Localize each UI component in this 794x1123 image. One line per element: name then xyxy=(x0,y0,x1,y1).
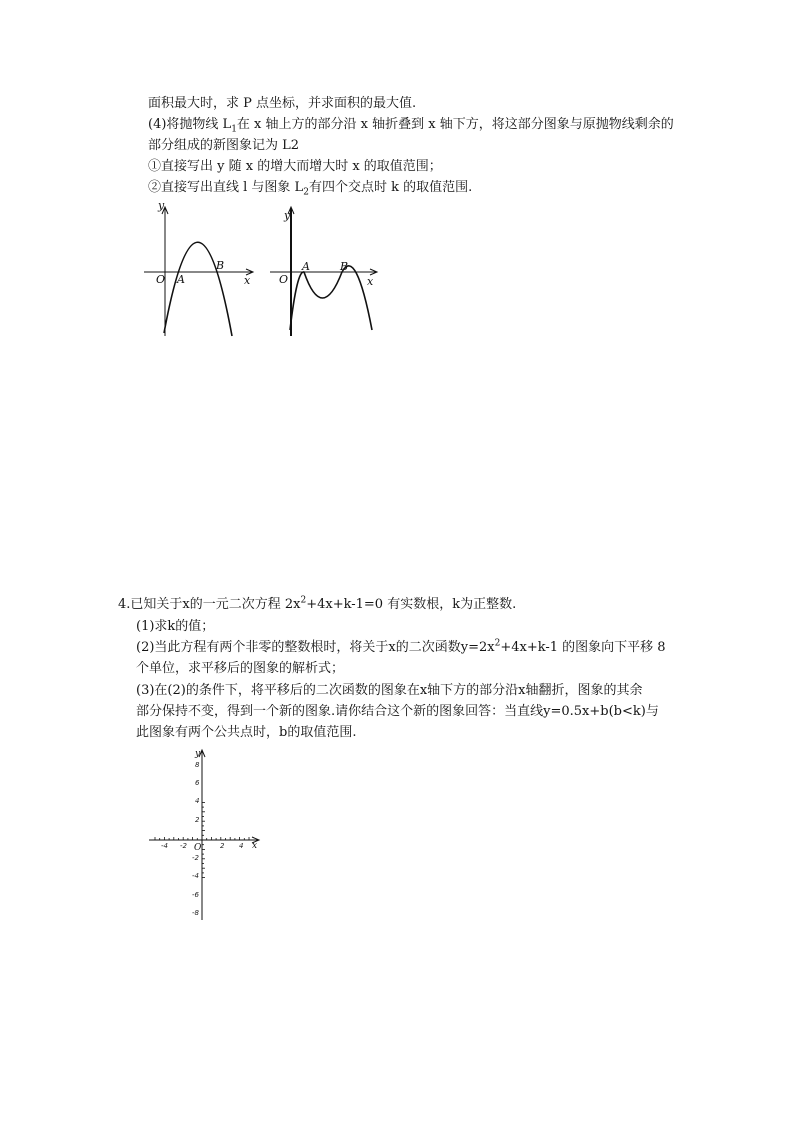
part4-prefix: (4)将抛物线 L xyxy=(148,117,232,132)
fig2-y-label: y xyxy=(284,209,291,222)
problem3-item2 xyxy=(148,180,472,196)
problem4-part2-line1 xyxy=(136,640,666,656)
fig3-xtick-2: 2 xyxy=(220,842,225,850)
part2-sup: 2 xyxy=(494,638,501,649)
fig3-ytick-7: -8 xyxy=(192,909,199,917)
fig3-xtick-3: 4 xyxy=(239,842,244,850)
fig1-x-label: x xyxy=(244,274,251,287)
problem4-intro xyxy=(118,597,516,613)
fig2-x-label: x xyxy=(367,275,374,288)
fig3-ytick-1: 6 xyxy=(195,779,200,787)
fig3-ytick-4: -2 xyxy=(192,854,199,862)
figure-folded-graph-l2 xyxy=(268,200,383,340)
fig1-parabola-curve xyxy=(164,242,232,336)
problem4-part3-line3: 此图象有两个公共点时，b的取值范围. xyxy=(136,725,357,740)
fig1-y-label: y xyxy=(158,199,165,212)
problem3-item1: ①直接写出 y 随 x 的增大而增大时 x 的取值范围； xyxy=(148,159,442,174)
fig2-origin-label: O xyxy=(279,273,289,286)
fig3-origin-label: O xyxy=(194,843,202,853)
fig3-xtick-0: -4 xyxy=(161,842,168,850)
fig3-ytick-2: 4 xyxy=(195,797,200,805)
figure-parabola-l1 xyxy=(140,200,260,340)
fig3-ytick-0: 8 xyxy=(195,761,200,769)
problem3-text-line1: 面积最大时，求 P 点坐标，并求面积的最大值. xyxy=(148,96,417,111)
fig1-point-b-label: B xyxy=(216,259,225,272)
intro-after: +4x+k-1=0 有实数根，k为正整数. xyxy=(306,597,517,612)
problem4-part3-line2: 部分保持不变，得到一个新的图象.请你结合这个新的图象回答：当直线y=0.5x+b(b<k)与 xyxy=(136,704,659,719)
fig3-y-label: y xyxy=(195,749,201,759)
fig2-point-b-label: B xyxy=(340,260,349,273)
fig3-xtick-1: -2 xyxy=(180,842,187,850)
figure-coordinate-axes xyxy=(145,745,270,925)
part4-rest: 在 x 轴上方的部分沿 x 轴折叠到 x 轴下方，将这部分图象与原抛物线剩余的 xyxy=(236,117,674,132)
problem4-part3-line1: (3)在(2)的条件下，将平移后的二次函数的图象在x轴下方的部分沿x轴翻折，图象的其余 xyxy=(136,683,643,698)
problem3-part4-line1 xyxy=(148,117,674,133)
problem3-part4-line2: 部分组成的新图象记为 L2 xyxy=(148,138,300,153)
fig3-x-label: x xyxy=(252,841,258,851)
fig3-ytick-6: -6 xyxy=(192,891,199,899)
item2-subscript: 2 xyxy=(303,187,309,198)
fig1-origin-label: O xyxy=(156,273,166,286)
problem4-part2-line2: 个单位，求平移后的图象的解析式； xyxy=(136,661,345,676)
fig2-point-a-label: A xyxy=(302,260,310,273)
item2-rest: 有四个交点时 k 的取值范围. xyxy=(308,180,473,195)
intro-sup: 2 xyxy=(300,595,307,606)
fig3-ytick-3: 2 xyxy=(195,816,200,824)
fig1-point-a-label: A xyxy=(177,273,185,286)
fig3-ytick-5: -4 xyxy=(192,872,199,880)
fig2-folded-curve xyxy=(290,266,372,330)
part2-before: (2)当此方程有两个非零的整数根时，将关于x的二次函数y=2x xyxy=(136,640,495,655)
intro-before: 4.已知关于x的一元二次方程 2x xyxy=(118,597,301,612)
item2-prefix: ②直接写出直线 l 与图象 L xyxy=(148,180,304,195)
part4-subscript: 1 xyxy=(231,124,237,135)
problem4-part1: (1)求k的值； xyxy=(136,619,215,634)
part2-after: +4x+k-1 的图象向下平移 8 xyxy=(500,640,666,655)
